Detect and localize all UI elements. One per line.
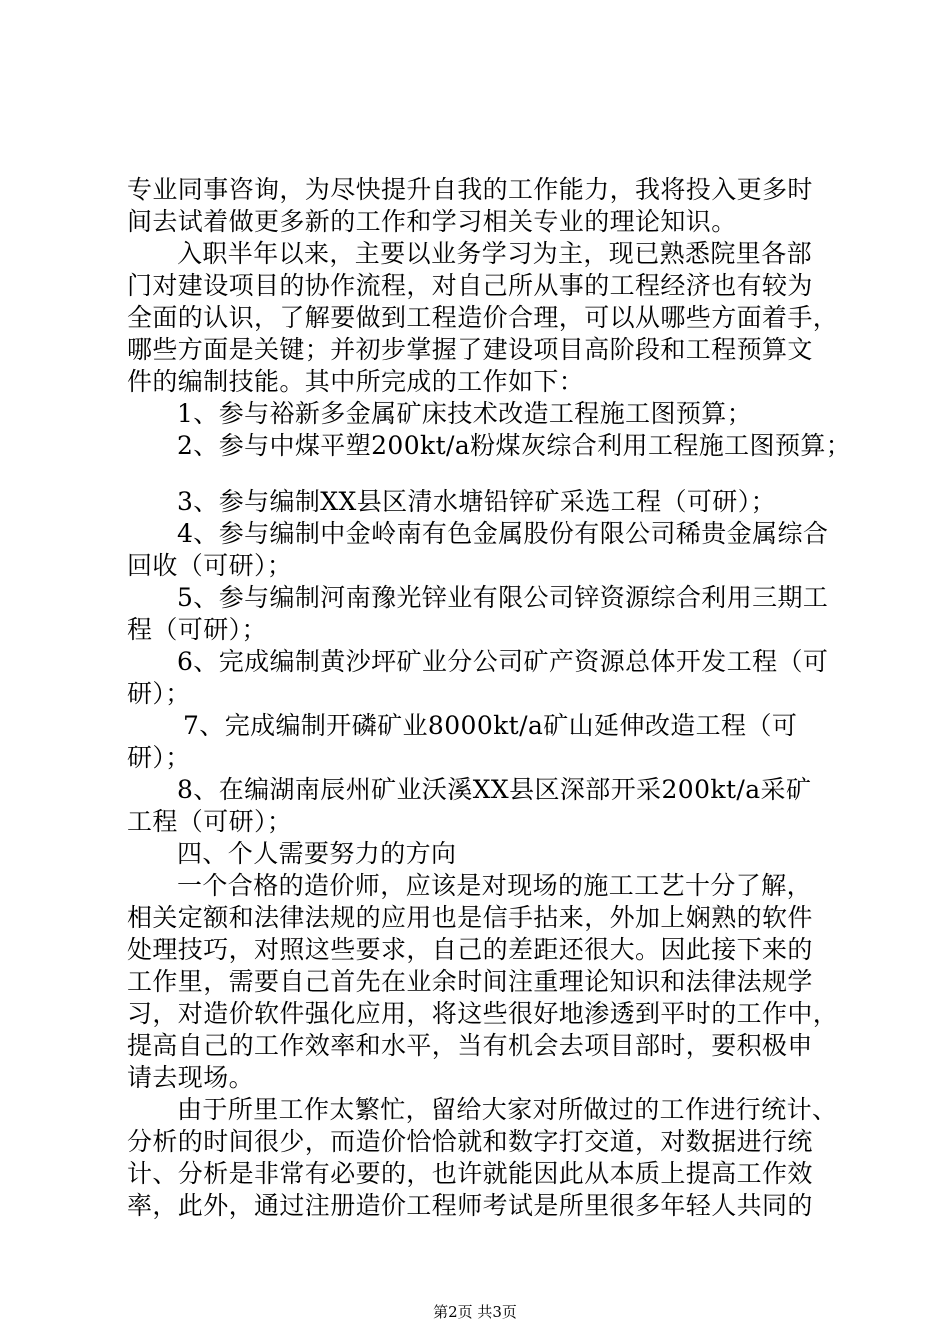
body-line: 相关定额和法律法规的应用也是信手拈来，外加上娴熟的软件 — [127, 903, 813, 932]
list-item-continuation: 研）； — [127, 743, 191, 772]
body-line: 件的编制技能。其中所完成的工作如下： — [127, 367, 585, 396]
paragraph-line: 入职半年以来，主要以业务学习为主，现已熟悉院里各部 — [177, 239, 813, 268]
body-line: 工作里，需要自己首先在业余时间注重理论知识和法律法规学 — [127, 967, 813, 996]
body-line: 门对建设项目的协作流程，对自己所从事的工程经济也有较为 — [127, 271, 813, 300]
list-item-continuation: 研）； — [127, 679, 191, 708]
body-line: 处理技巧，对照这些要求，自己的差距还很大。因此接下来的 — [127, 935, 813, 964]
body-line: 率，此外，通过注册造价工程师考试是所里很多年轻人共同的 — [127, 1191, 813, 1220]
list-item: 1、参与裕新多金属矿床技术改造工程施工图预算； — [177, 399, 753, 428]
list-item: 4、参与编制中金岭南有色金属股份有限公司稀贵金属综合 — [177, 519, 829, 548]
list-item: 7、完成编制开磷矿业8000kt/a矿山延伸改造工程（可 — [183, 711, 798, 740]
body-line: 专业同事咨询，为尽快提升自我的工作能力，我将投入更多时 — [127, 175, 813, 204]
list-item: 5、参与编制河南豫光锌业有限公司锌资源综合利用三期工 — [177, 583, 829, 612]
list-item: 3、参与编制XX县区清水塘铅锌矿采选工程（可研）； — [177, 487, 777, 516]
body-line: 全面的认识，了解要做到工程造价合理，可以从哪些方面着手， — [127, 303, 839, 332]
body-line: 提高自己的工作效率和水平，当有机会去项目部时，要积极申 — [127, 1031, 813, 1060]
list-item-continuation: 回收（可研）； — [127, 551, 293, 580]
body-line: 分析的时间很少，而造价恰恰就和数字打交道，对数据进行统 — [127, 1127, 813, 1156]
body-line: 请去现场。 — [127, 1063, 255, 1092]
paragraph-line: 由于所里工作太繁忙，留给大家对所做过的工作进行统计、 — [177, 1095, 838, 1124]
body-line: 习，对造价软件强化应用，将这些很好地渗透到平时的工作中， — [127, 999, 839, 1028]
list-item-continuation: 工程（可研）； — [127, 807, 293, 836]
body-line: 哪些方面是关键；并初步掌握了建设项目高阶段和工程预算文 — [127, 335, 813, 364]
list-item-continuation: 程（可研）； — [127, 615, 267, 644]
list-item: 2、参与中煤平塑200kt/a粉煤灰综合利用工程施工图预算； — [177, 431, 852, 460]
list-item: 6、完成编制黄沙坪矿业分公司矿产资源总体开发工程（可 — [177, 647, 829, 676]
section-heading: 四、个人需要努力的方向 — [177, 839, 457, 868]
list-item: 8、在编湖南辰州矿业沃溪XX县区深部开采200kt/a采矿 — [177, 775, 812, 804]
page-footer: 第2页 共3页 — [433, 1303, 517, 1321]
body-line: 计、分析是非常有必要的，也许就能因此从本质上提高工作效 — [127, 1159, 813, 1188]
body-line: 间去试着做更多新的工作和学习相关专业的理论知识。 — [127, 207, 737, 236]
paragraph-line: 一个合格的造价师，应该是对现场的施工工艺十分了解， — [177, 871, 813, 900]
